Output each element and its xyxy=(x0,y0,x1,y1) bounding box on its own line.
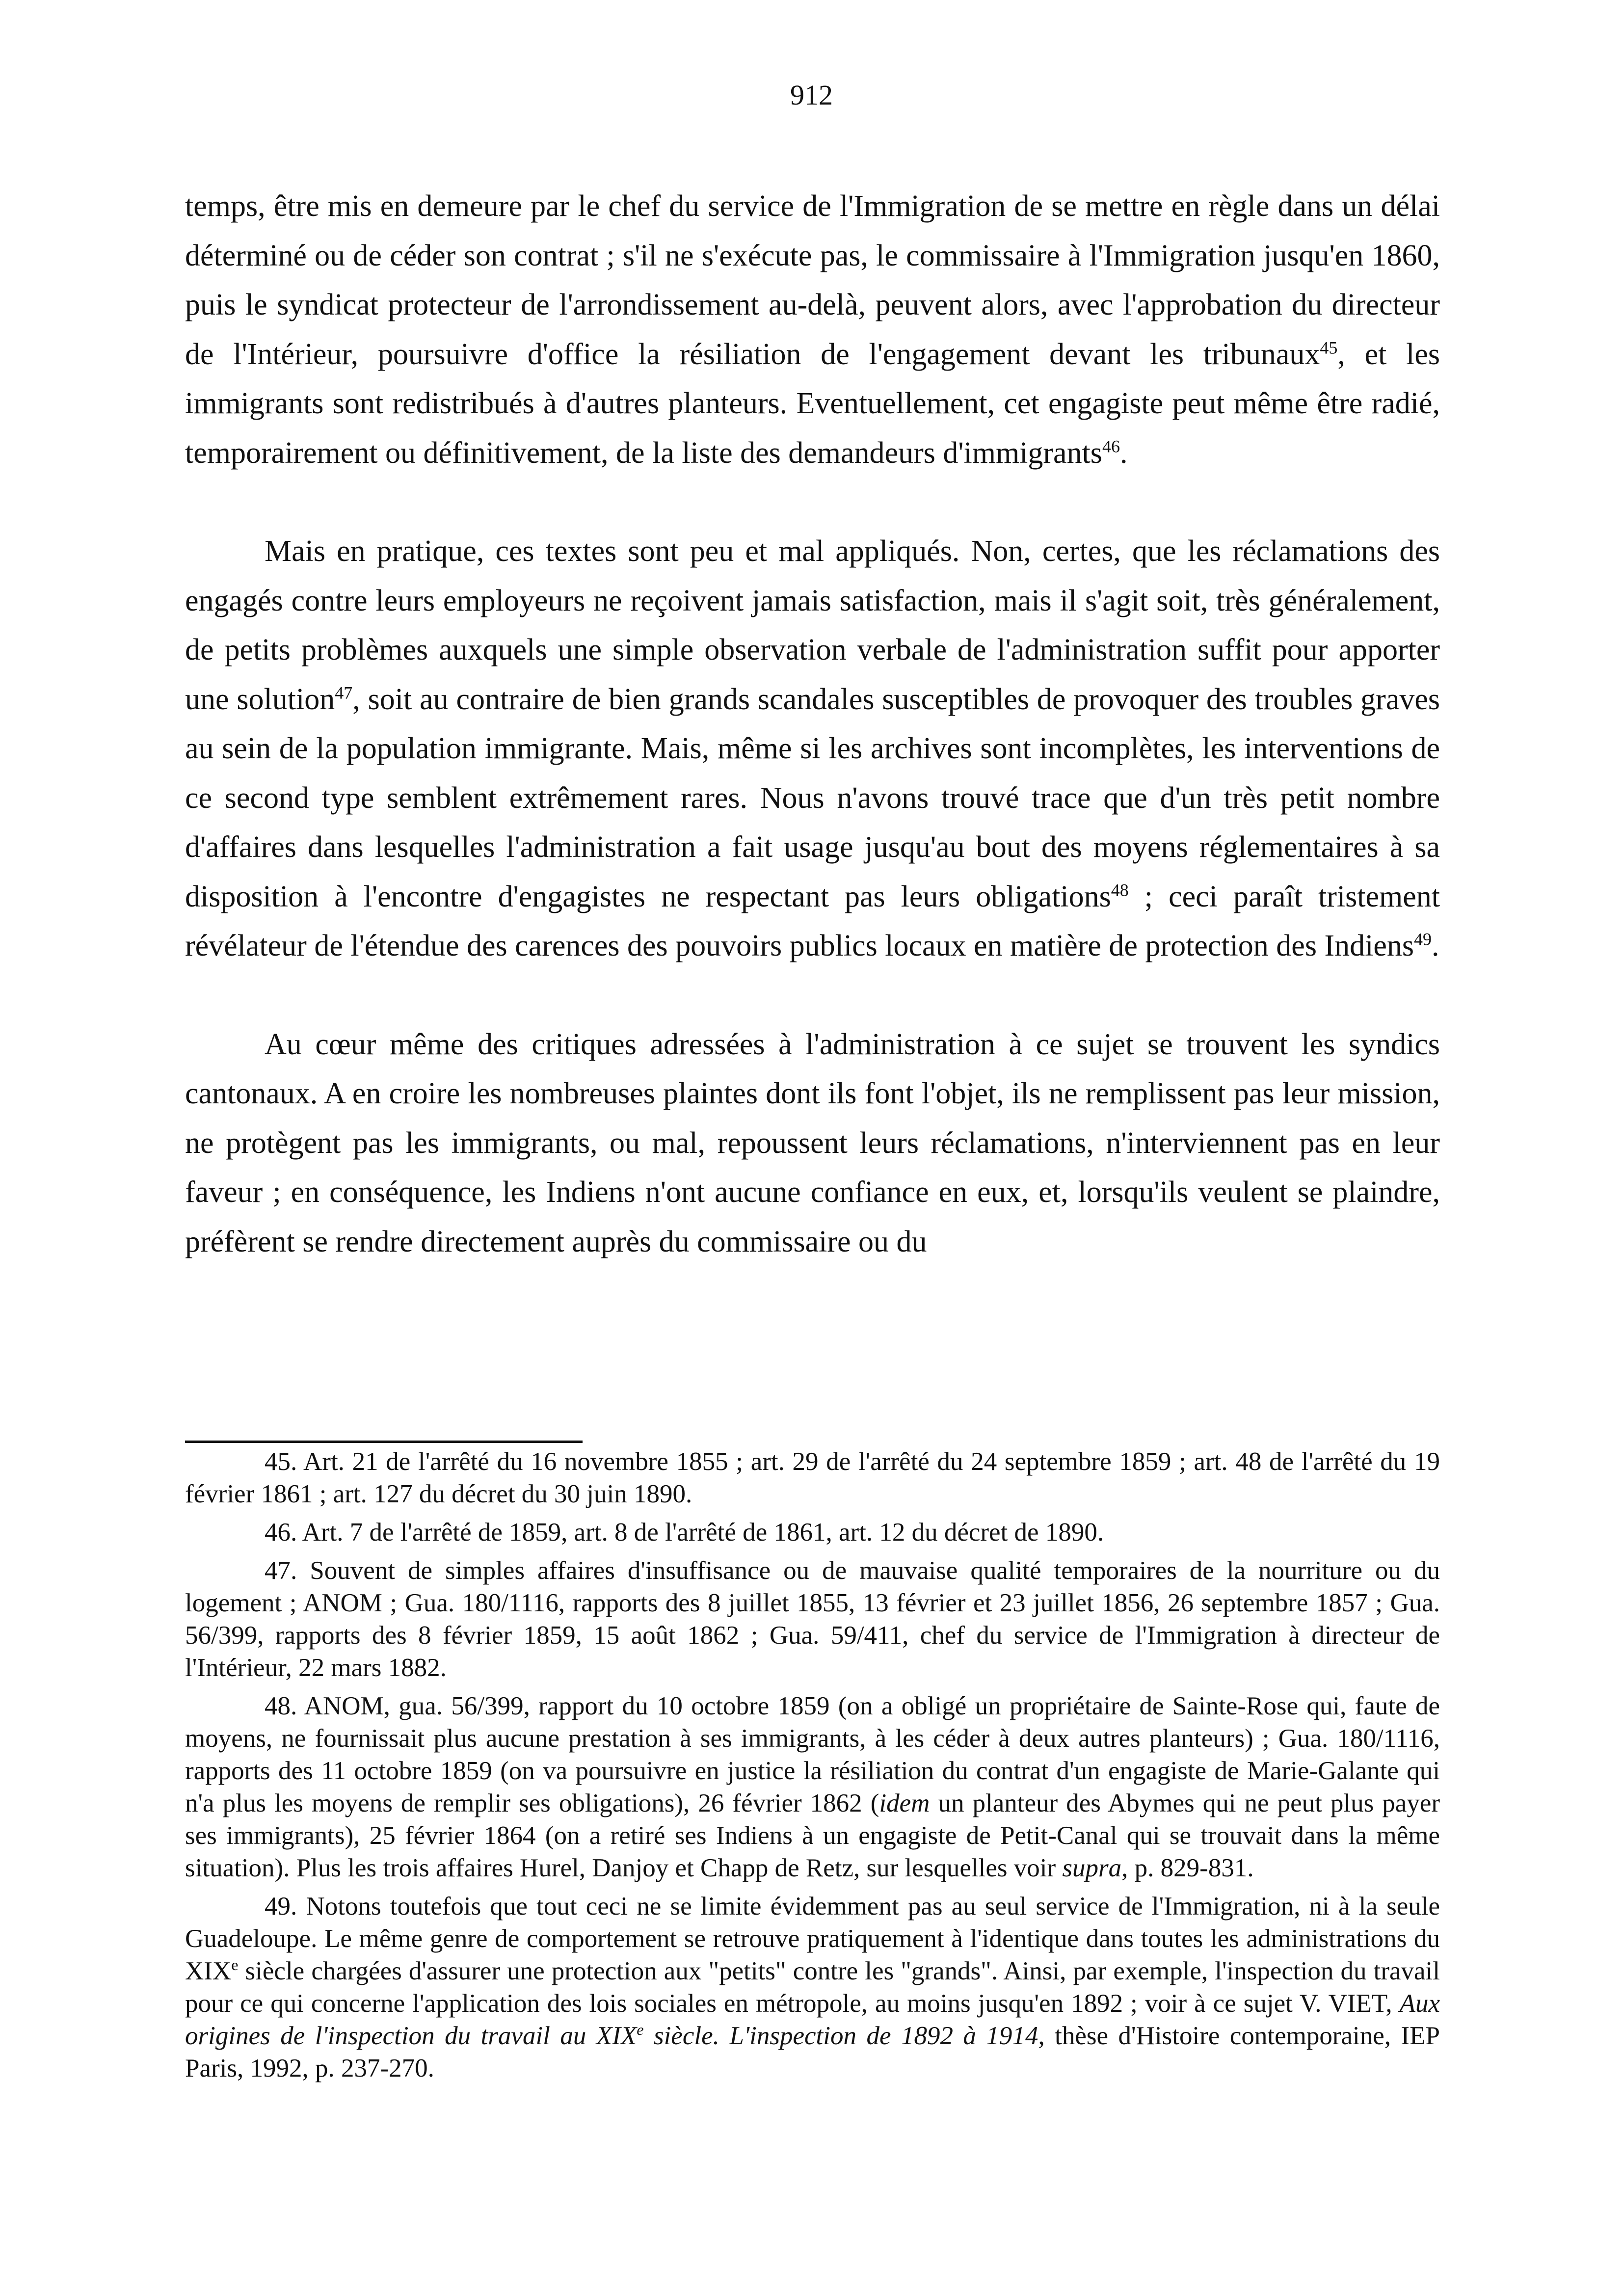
body-text xyxy=(185,182,1440,1266)
footnote-48 xyxy=(185,1690,1440,1884)
footnote-47: 47. Souvent de simples affaires d'insuffisance ou de mauvaise qualité temporaires de la nourriture ou du logement ; ANOM ; Gua. 180/1116, rapports des 8 juillet 1855, 13 février et 23 juillet 1856, 26 septembre 1857 ; Gua. 56/399, rapports des 8 février 1859, 15 août 1862 ; Gua. 59/411, chef du service de l'Immigration à directeur de l'Intérieur, 22 mars 1882. xyxy=(185,1556,1440,1682)
paragraph-text: temps, être mis en demeure par le chef du service de l'Immigration de se mettre en règle dans un délai déterminé ou de céder son contrat ; s'il ne s'exécute pas, le commissaire à l'Immigration jusqu'en 1860, puis le syndicat protecteur de l'arrondissement au-delà, peuvent alors, avec l'approbation du directeur de l'Intérieur, poursuivre d'office la résiliation de l'engagement devant les tribunaux xyxy=(185,189,1440,371)
paragraph-3 xyxy=(185,1020,1440,1267)
page-number: 912 xyxy=(790,79,833,111)
footnote-46: 46. Art. 7 de l'arrêté de 1859, art. 8 de l'arrêté de 1861, art. 12 du décret de 1890. xyxy=(265,1518,1104,1547)
footnote-ref[interactable]: 46 xyxy=(1102,436,1120,456)
footnote-text: , p. 829-831. xyxy=(1121,1854,1254,1882)
footnote-text: , thèse d'Histoire contemporaine, IEP Paris, 1992, p. 237-270. xyxy=(185,2022,1440,2082)
footnote-text: un planteur des Abymes qui ne peut plus payer ses immigrants), 25 février 1864 (on a retiré ses Indiens à un engagiste de Petit-Canal qui se trouvait dans la même situation). Plus les trois affaires Hurel, Danjoy et Chapp de Retz, sur lesquelles voir xyxy=(185,1789,1440,1882)
paragraph-text: . xyxy=(1431,929,1439,962)
paragraph-2 xyxy=(185,527,1440,971)
footnote-45: 45. Art. 21 de l'arrêté du 16 novembre 1855 ; art. 29 de l'arrêté du 24 septembre 1859 ; art. 48 de l'arrêté du 19 février 1861 ; art. 127 du décret du 30 juin 1890. xyxy=(185,1447,1440,1508)
footnote-ref[interactable]: 48 xyxy=(1111,880,1129,900)
paragraph-text: ; ceci paraît tristement révélateur de l'étendue des carences des pouvoirs publics locaux en matière de protection des Indiens xyxy=(185,880,1440,962)
footnote-italic: siècle. L'inspection de 1892 à 1914 xyxy=(643,2022,1038,2050)
footnote-divider xyxy=(185,1441,583,1443)
superscript: e xyxy=(231,1955,239,1974)
footnote-ref[interactable]: 45 xyxy=(1320,337,1338,357)
footnote-text: 49. Notons toutefois que tout ceci ne se limite évidemment pas au seul service de l'Immigration, ni à la seule Guadeloupe. Le même genre de comportement se retrouve pratiquement à l'identique dans toutes les administrations du XIX xyxy=(185,1892,1440,1985)
footnote-italic: idem xyxy=(879,1789,930,1817)
paragraph-text: , et les immigrants sont redistribués à d'autres planteurs. Eventuellement, cet engagiste peut même être radié, temporairement ou définitivement, de la liste des demandeurs d'immigrants xyxy=(185,337,1440,470)
footnotes xyxy=(185,1445,1440,2090)
footnote-italic: supra xyxy=(1062,1854,1122,1882)
footnote-49 xyxy=(185,1890,1440,2084)
superscript: e xyxy=(637,2020,644,2038)
footnote-ref[interactable]: 49 xyxy=(1413,929,1432,949)
footnote-text: siècle chargées d'assurer une protection aux "petits" contre les "grands". Ainsi, par exemple, l'inspection du travail pour ce qui concerne l'application des lois sociales en métropole, au moins jusqu'en 1892 ; voir à ce sujet V. VIET, xyxy=(185,1957,1440,2018)
footnote-ref[interactable]: 47 xyxy=(335,682,353,702)
footnote-italic: Aux origines de l'inspection du travail au XIX xyxy=(185,1989,1440,2050)
paragraph-text: . xyxy=(1119,436,1128,470)
paragraph-1 xyxy=(185,182,1440,478)
paragraph-text: Mais en pratique, ces textes sont peu et mal appliqués. Non, certes, que les réclamations des engagés contre leurs employeurs ne reçoivent jamais satisfaction, mais il s'agit soit, très généralement, de petits problèmes auxquels une simple observation verbale de l'administration suffit pour apporter une solution xyxy=(185,534,1440,716)
paragraph-text: , soit au contraire de bien grands scandales susceptibles de provoquer des troubles graves au sein de la population immigrante. Mais, même si les archives sont incomplètes, les interventions de ce second type semblent extrêmement rares. Nous n'avons trouvé trace que d'un très petit nombre d'affaires dans lesquelles l'administration a fait usage jusqu'au bout des moyens réglementaires à sa disposition à l'encontre d'engagistes ne respectant pas leurs obligations xyxy=(185,682,1440,913)
footnote-text: 48. ANOM, gua. 56/399, rapport du 10 octobre 1859 (on a obligé un propriétaire de Sainte-Rose qui, faute de moyens, ne fournissait plus aucune prestation à ses immigrants, à les céder à deux autres planteurs) ; Gua. 180/1116, rapports des 11 octobre 1859 (on va poursuivre en justice la résiliation du contrat d'un engagiste de Marie-Galante qui n'a plus les moyens de remplir ses obligations), 26 février 1862 ( xyxy=(185,1692,1440,1817)
paragraph-text: Au cœur même des critiques adressées à l'administration à ce sujet se trouvent les syndics cantonaux. A en croire les nombreuses plaintes dont ils font l'objet, ils ne remplissent pas leur mission, ne protègent pas les immigrants, ou mal, repoussent leurs réclamations, n'interviennent pas en leur faveur ; en conséquence, les Indiens n'ont aucune confiance en eux, et, lorsqu'ils veulent se plaindre, préfèrent se rendre directement auprès du commissaire ou du xyxy=(185,1027,1440,1258)
